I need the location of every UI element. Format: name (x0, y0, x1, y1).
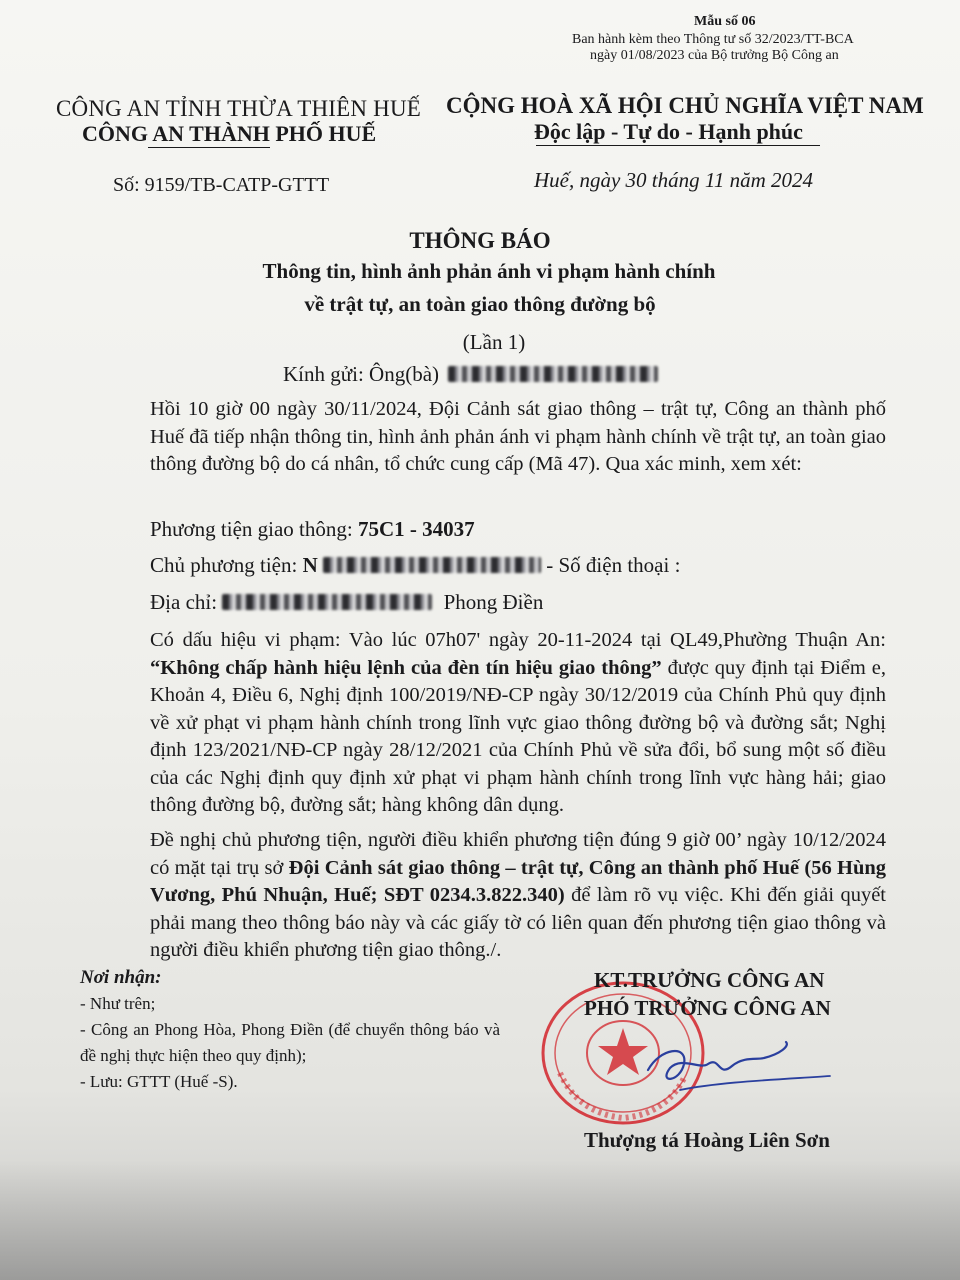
form-note-line2: ngày 01/08/2023 của Bộ trưởng Bộ Công an (590, 48, 839, 63)
violation-text (90, 627, 886, 820)
recipients-heading: Nơi nhận: (80, 967, 162, 988)
owner-initial: N (302, 553, 318, 577)
notice-count: (Lần 1) (462, 330, 526, 354)
redacted-address (222, 594, 432, 610)
recipient-item: - Như trên; (80, 994, 156, 1013)
document-subtitle-1: Thông tin, hình ảnh phản ánh vi phạm hành chính (262, 259, 716, 283)
violation-paragraph (90, 627, 886, 820)
motto-underline (536, 145, 820, 146)
form-note-line1: Ban hành kèm theo Thông tư số 32/2023/TT-BCA (572, 32, 854, 47)
violation-quote: “Không chấp hành hiệu lệnh của đèn tín hiệu giao thông” (150, 656, 662, 679)
address-line (150, 590, 543, 615)
license-plate: 75C1 - 34037 (357, 517, 475, 541)
page-shadow (0, 1160, 960, 1280)
document-subtitle-2: về trật tự, an toàn giao thông đường bộ (304, 292, 656, 316)
place-date: Huế, ngày 30 tháng 11 năm 2024 (534, 168, 813, 192)
request-paragraph (90, 827, 886, 965)
signer-title-line1: KT.TRƯỞNG CÔNG AN (594, 968, 825, 992)
address-district: Phong Điền (443, 590, 544, 614)
request-lead: Đề nghị chủ phương tiện, người điều khiển phương tiện đúng 9 giờ 00’ ngày 10/12/2024 có mặt tại trụ sở (150, 829, 886, 879)
owner-label: Chủ phương tiện: (150, 553, 303, 577)
request-text (90, 827, 886, 965)
org-underline (148, 147, 270, 148)
national-title: CỘNG HOÀ XÃ HỘI CHỦ NGHĨA VIỆT NAM (446, 93, 924, 118)
recipient-label: Kính gửi: Ông(bà) (283, 362, 440, 386)
request-place: Đội Cảnh sát giao thông – trật tự, Công an thành phố Huế (56 Hùng Vương, Phú Nhuận, Huế; SĐT 0234.3.822.340) (150, 856, 887, 906)
recipient-item: - Công an Phong Hòa, Phong Điền (để chuyển thông báo và đề nghị thực hiện theo quy định); (80, 1020, 500, 1065)
owner-line (150, 553, 680, 578)
issuing-parent-org: CÔNG AN TỈNH THỪA THIÊN HUẾ (56, 96, 422, 121)
intro-text: Hồi 10 giờ 00 ngày 30/11/2024, Đội Cảnh sát giao thông – trật tự, Công an thành phố Huế đã tiếp nhận thông tin, hình ảnh phản ánh vi phạm hành chính về trật tự, an toàn giao thông đường bộ do cá nhân, tổ chức cung cấp (Mã 47). Qua xác minh, xem xét: (150, 398, 886, 475)
request-rest: để làm rõ vụ việc. Khi đến giải quyết phải mang theo thông báo này và các giấy tờ có liên quan đến phương tiện giao thông và người điều khiển phương tiện giao thông./. (150, 884, 886, 961)
signer-name: Thượng tá Hoàng Liên Sơn (584, 1128, 830, 1152)
issuing-org: CÔNG AN THÀNH PHỐ HUẾ (82, 121, 377, 146)
form-number: Mẫu số 06 (694, 14, 756, 29)
vehicle-line (150, 517, 475, 542)
redacted-name (448, 366, 658, 382)
handwritten-signature-icon (640, 1030, 840, 1100)
recipient-item: - Lưu: GTTT (Huế -S). (80, 1072, 238, 1091)
phone-label: - Số điện thoại : (546, 553, 681, 577)
violation-lead: Có dấu hiệu vi phạm: Vào lúc 07h07' ngày 20-11-2024 tại QL49,Phường Thuận An: (150, 629, 886, 651)
national-motto: Độc lập - Tự do - Hạnh phúc (534, 119, 803, 144)
vehicle-label: Phương tiện giao thông: (150, 517, 358, 541)
signer-title-line2: PHÓ TRƯỞNG CÔNG AN (584, 996, 831, 1020)
recipient-line (283, 362, 658, 387)
document-number: Số: 9159/TB-CATP-GTTT (113, 174, 330, 196)
redacted-owner (323, 557, 541, 573)
document-title: THÔNG BÁO (409, 228, 551, 253)
intro-paragraph (90, 396, 886, 479)
address-label: Địa chỉ: (150, 590, 223, 614)
violation-legal-basis: được quy định tại Điểm e, Khoản 4, Điều 6, Nghị định 100/2019/NĐ-CP ngày 30/12/2019 của Chính Phủ quy định về xử phạt vi phạm hành chính trong lĩnh vực giao thông đường bộ và đường sắt; Nghị định 123/2021/NĐ-CP ngày 28/12/2021 của Chính Phủ về sửa đổi, bổ sung một số điều của các Nghị định quy định xử phạt vi phạm hành chính trong lĩnh vực hàng hải; giao thông đường bộ, đường sắt; hàng không dân dụng. (150, 656, 886, 816)
recipients-block (80, 965, 500, 1095)
